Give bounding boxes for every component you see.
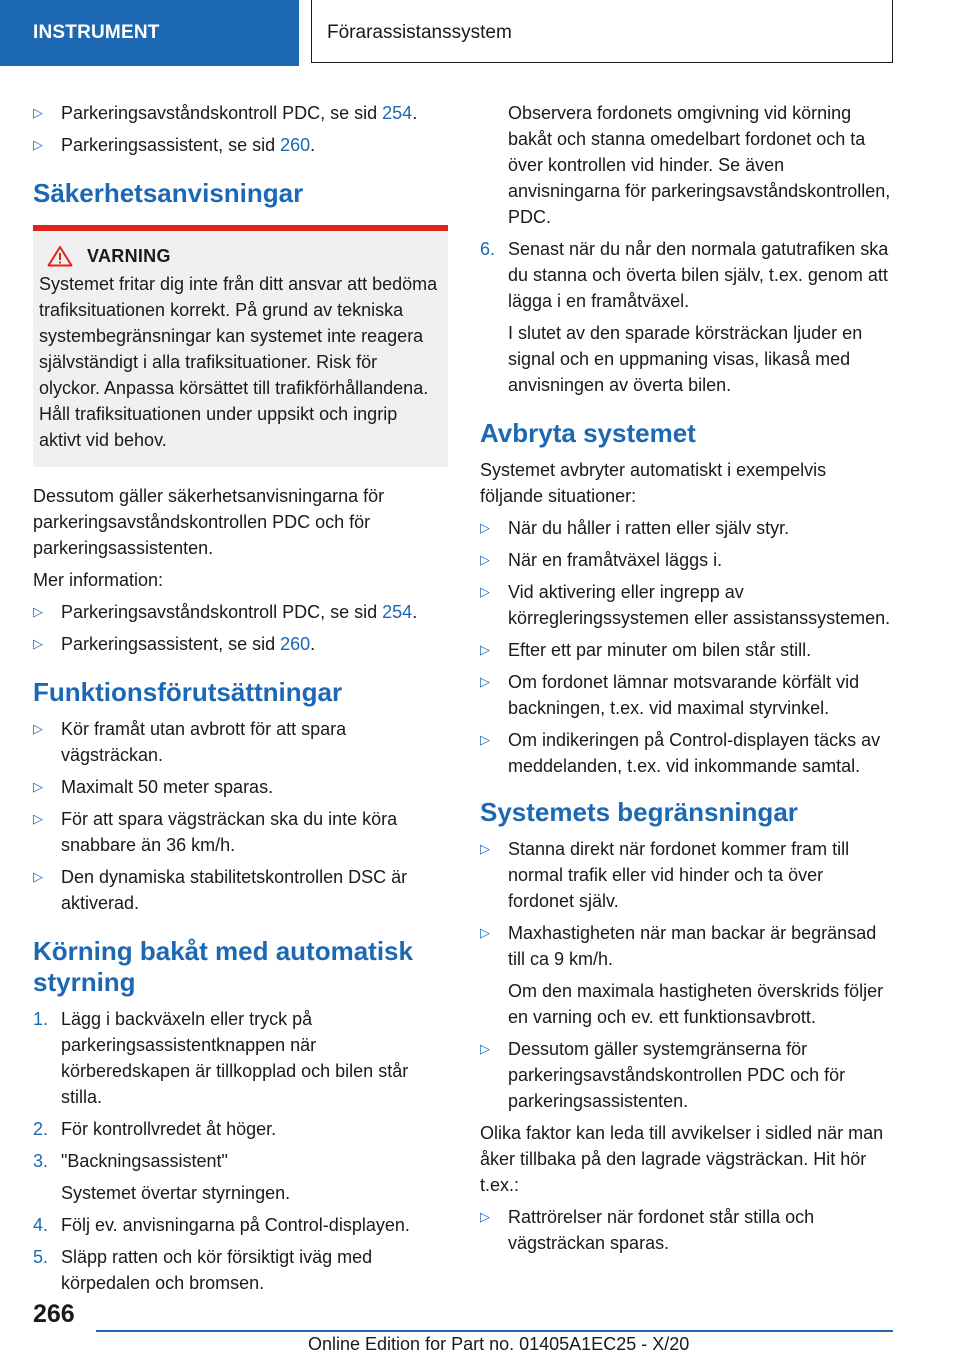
list-item: ▷ Parkeringsassistent, se sid 260. <box>33 631 448 657</box>
page-link-260[interactable]: 260 <box>280 634 311 654</box>
bullet-icon: ▷ <box>33 604 43 619</box>
step-item: 5. Släpp ratten och kör försiktigt iväg med körpedalen och bromsen. <box>33 1247 373 1293</box>
list-item: ▷ Den dynamiska stabilitetskontrollen DSC är aktiverad. <box>33 864 448 916</box>
section-heading-limits: Systemets begränsningar <box>480 797 798 827</box>
warning-triangle-icon <box>47 245 73 267</box>
paragraph: Systemet avbryter automatiskt i exempelvis följande situationer: <box>480 460 827 506</box>
section-heading-safety: Säkerhetsanvisningar <box>33 178 304 208</box>
bullet-icon: ▷ <box>480 1041 490 1056</box>
list-item: ▷ Om indikeringen på Control-displayen täcks av meddelanden, t.ex. vid inkommande samtal. <box>480 727 894 779</box>
list-item: ▷ Kör framåt utan avbrott för att spara vägsträckan. <box>33 716 448 768</box>
paragraph: Dessutom gäller säkerhetsanvisningarna för parkeringsavståndskontrollen PDC och för parkeringsassistenten. <box>33 486 385 558</box>
list-item: ▷ Dessutom gäller systemgränserna för parkeringsavståndskontrollen PDC och för parkeringsassistenten. <box>480 1036 894 1114</box>
step-continuation: Observera fordonets omgivning vid körning bakåt och stanna omedelbart fordonet och ta över kontrollen vid hinder. Se även anvisningarna för parkeringsavståndskontrollen, PDC. <box>508 103 891 227</box>
bullet-icon: ▷ <box>480 925 490 940</box>
page-link-254[interactable]: 254 <box>382 103 413 123</box>
bullet-icon: ▷ <box>33 137 43 152</box>
bullet-icon: ▷ <box>33 721 43 736</box>
warning-title: VARNING <box>87 246 171 266</box>
list-item: ▷ Maximalt 50 meter sparas. <box>33 774 448 800</box>
list-item: ▷ När du håller i ratten eller själv styr. <box>480 515 894 541</box>
step-item: 3. "Backningsassistent" <box>33 1151 228 1171</box>
section-heading-reverse-driving: Körning bakåt med automatisk styrning <box>33 936 413 997</box>
list-item: ▷ Parkeringsassistent, se sid 260. <box>33 132 448 158</box>
list-item: ▷ För att spara vägsträckan ska du inte köra snabbare än 36 km/h. <box>33 806 448 858</box>
list-item: ▷ Efter ett par minuter om bilen står still. <box>480 637 894 663</box>
paragraph: Olika faktor kan leda till avvikelser i sidled när man åker tillbaka på den lagrade vägsträckan. Hit hör t.ex.: <box>480 1123 884 1195</box>
bullet-icon: ▷ <box>480 552 490 567</box>
list-item: ▷ Maxhastigheten när man backar är begränsad till ca 9 km/h. <box>480 920 894 972</box>
list-item: ▷ Om fordonet lämnar motsvarande körfält vid backningen, t.ex. vid maximal styrvinkel. <box>480 669 894 721</box>
page-link-260[interactable]: 260 <box>280 135 311 155</box>
bullet-icon: ▷ <box>480 674 490 689</box>
list-item: ▷ Parkeringsavståndskontroll PDC, se sid 254. <box>33 100 448 126</box>
step-item: 1. Lägg i backväxeln eller tryck på parkeringsassistentknappen när körberedskapen är tillkopplad och bilen står stilla. <box>33 1009 409 1107</box>
bullet-icon: ▷ <box>480 642 490 657</box>
bullet-icon: ▷ <box>33 811 43 826</box>
list-item: ▷ Rattrörelser när fordonet står stilla och vägsträckan sparas. <box>480 1204 894 1256</box>
bullet-icon: ▷ <box>480 1209 490 1224</box>
bullet-icon: ▷ <box>33 636 43 651</box>
step-note: Systemet övertar styrningen. <box>61 1183 291 1203</box>
step-item: 4. Följ ev. anvisningarna på Control-displayen. <box>33 1215 410 1235</box>
page-header <box>0 0 960 66</box>
step-item: 6. Senast när du når den normala gatutrafiken ska du stanna och överta bilen själv, t.ex. genom att lägga i en framåtväxel. <box>480 239 889 311</box>
chapter-title: Förarassistanssystem <box>311 0 893 63</box>
page-link-254[interactable]: 254 <box>382 602 413 622</box>
list-item: ▷ Parkeringsavståndskontroll PDC, se sid 254. <box>33 599 448 625</box>
bullet-icon: ▷ <box>480 841 490 856</box>
left-column <box>33 100 448 1302</box>
right-column <box>480 100 894 1262</box>
bullet-icon: ▷ <box>480 732 490 747</box>
section-tab: INSTRUMENT <box>0 0 299 66</box>
list-item: ▷ Stanna direkt när fordonet kommer fram till normal trafik eller vid hinder och ta över fordonet själv. <box>480 836 894 914</box>
bullet-icon: ▷ <box>33 779 43 794</box>
bullet-icon: ▷ <box>480 584 490 599</box>
bullet-icon: ▷ <box>33 869 43 884</box>
bullet-note: Om den maximala hastigheten överskrids följer en varning och ev. ett funktionsavbrott. <box>508 981 884 1027</box>
paragraph: Mer information: <box>33 570 164 590</box>
list-item: ▷ Vid aktivering eller ingrepp av körregleringssystemen eller assistanssystemen. <box>480 579 894 631</box>
page-number: 266 <box>33 1300 75 1328</box>
bullet-icon: ▷ <box>33 105 43 120</box>
edition-note: Online Edition for Part no. 01405A1EC25 - X/20 <box>308 1334 690 1354</box>
section-heading-cancel: Avbryta systemet <box>480 418 696 448</box>
list-item: ▷ När en framåtväxel läggs i. <box>480 547 894 573</box>
warning-box <box>33 231 448 467</box>
bullet-icon: ▷ <box>480 520 490 535</box>
section-heading-prerequisites: Funktionsförutsättningar <box>33 677 343 707</box>
step-item: 2. För kontrollvredet åt höger. <box>33 1119 277 1139</box>
warning-text: Systemet fritar dig inte från ditt ansvar att bedöma trafiksituationen korrekt. På grund av tekniska systembegränsningar kan systemet inte reagera självständigt i alla trafiksituationer. Risk för olyckor. Anpassa körsättet till trafikförhållandena. Håll trafiksituationen under uppsikt och ingrip aktivt vid behov. <box>39 274 438 450</box>
step-note: I slutet av den sparade körsträckan ljuder en signal och en uppmaning visas, likaså med anvisningen av överta bilen. <box>508 323 863 395</box>
footer-rule <box>96 1330 893 1332</box>
